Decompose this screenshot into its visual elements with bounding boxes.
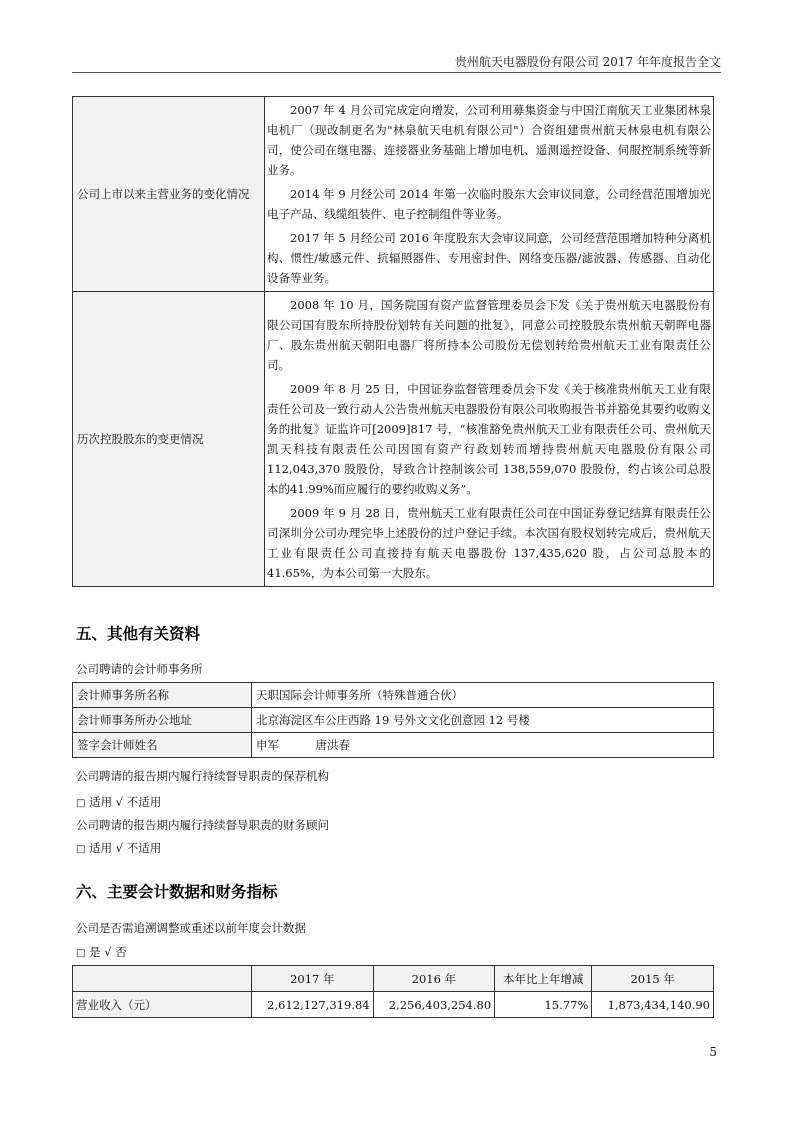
- paragraph: 2008 年 10 月，国务院国有资产监督管理委员会下发《关于贵州航天电器股份有限公司国有股东所持股份划转有关问题的批复》，同意公司控股股东贵州航天朝晖电器厂、股东贵州航天朝阳电器厂将所持本公司股份无偿划转给贵州航天工业有限责任公司。: [267, 298, 711, 372]
- financial-table: [72, 965, 714, 1018]
- accountant-value: 北京海淀区车公庄西路 19 号外文文化创意园 12 号楼: [252, 708, 714, 733]
- option-not-applicable: 不适用: [126, 795, 162, 809]
- company-history-table: [72, 96, 714, 587]
- accountant-value: 天职国际会计师事务所（特殊普通合伙）: [252, 683, 714, 708]
- row-content-controlling-shareholder: [265, 292, 714, 587]
- accountant-value: 申军 唐洪春: [252, 733, 714, 758]
- restate-label: 公司是否需追溯调整或重述以前年度会计数据: [76, 921, 306, 935]
- sponsor-label: 公司聘请的报告期内履行持续督导职责的保荐机构: [76, 769, 329, 783]
- option-applicable: 适用: [89, 841, 113, 855]
- checkbox-unchecked-icon: □: [76, 844, 86, 855]
- table-row: [73, 992, 714, 1018]
- page-number: 5: [709, 1045, 717, 1059]
- section-title-financial: 六、主要会计数据和财务指标: [76, 883, 278, 901]
- accountant-intro: 公司聘请的会计师事务所: [76, 662, 203, 676]
- checkmark-icon: √: [104, 945, 112, 959]
- header-cell: [73, 966, 252, 992]
- table-row: [73, 97, 714, 292]
- header-cell: 2015 年: [592, 966, 714, 992]
- advisor-label: 公司聘请的报告期内履行持续督导职责的财务顾问: [76, 818, 329, 832]
- paragraph: 2009 年 9 月 28 日，贵州航天工业有限责任公司在中国证券登记结算有限责任公司深圳分公司办理完毕上述股份的过户登记手续。本次国有股权划转完成后，贵州航天工业有限责任公司直接持有航天电器股份 137,435,620 股，占公司总股本的 41.65%，为本公司第一大股东。: [267, 506, 711, 580]
- option-no: 否: [115, 945, 127, 959]
- option-not-applicable: 不适用: [126, 841, 162, 855]
- paragraph: 2009 年 8 月 25 日，中国证券监督管理委员会下发《关于核准贵州航天工业有限责任公司及一致行动人公告贵州航天电器股份有限公司收购报告书并豁免其要约收购义务的批复》证监许可[2009]817 号，“核准豁免贵州航天工业有限责任公司、贵州航天凯天科技有限责任公司因国有资产行政划转而增持贵州航天电器股份有限公司112,043,370 股股份，导致合计控制该公司 138,559,070 股股份，约占该公司总股本的41.99%而应履行的要约收购义务”。: [267, 382, 711, 496]
- table-row: [73, 733, 714, 758]
- row-label: 营业收入（元）: [73, 992, 252, 1018]
- advisor-options: [76, 840, 161, 856]
- section-title-other-info: 五、其他有关资料: [76, 625, 201, 643]
- option-applicable: 适用: [89, 795, 113, 809]
- page-header-title: 贵州航天电器股份有限公司 2017 年年度报告全文: [454, 55, 721, 69]
- value-cell: 2,256,403,254.80: [373, 992, 495, 1018]
- accountant-table: [72, 682, 714, 758]
- value-cell: 15.77%: [495, 992, 592, 1018]
- header-cell: 本年比上年增减: [495, 966, 592, 992]
- row-label-business-change: 公司上市以来主营业务的变化情况: [73, 97, 265, 292]
- restate-options: [76, 944, 127, 960]
- sponsor-options: [76, 794, 161, 810]
- row-label-controlling-shareholder: 历次控股股东的变更情况: [73, 292, 265, 587]
- table-row: [73, 683, 714, 708]
- header-cell: 2017 年: [252, 966, 374, 992]
- table-header-row: [73, 966, 714, 992]
- value-cell: 1,873,434,140.90: [592, 992, 714, 1018]
- table-row: [73, 292, 714, 587]
- accountant-key: 会计师事务所办公地址: [73, 708, 252, 733]
- checkbox-unchecked-icon: □: [76, 948, 86, 959]
- checkbox-unchecked-icon: □: [76, 798, 86, 809]
- header-divider: [72, 72, 721, 73]
- accountant-key: 签字会计师姓名: [73, 733, 252, 758]
- paragraph: 2014 年 9 月经公司 2014 年第一次临时股东大会审议同意，公司经营范围增加光电子产品、线缆组装件、电子控制组件等业务。: [267, 187, 711, 221]
- checkmark-icon: √: [115, 795, 124, 809]
- paragraph: 2007 年 4 月公司完成定向增发，公司利用募集资金与中国江南航天工业集团林泉电机厂（现改制更名为"林泉航天电机有限公司"）合资组建贵州航天林泉电机有限公司，使公司在继电器、连接器业务基础上增加电机、遥测遥控设备、伺服控制系统等新业务。: [267, 103, 711, 177]
- table-row: [73, 708, 714, 733]
- accountant-key: 会计师事务所名称: [73, 683, 252, 708]
- checkmark-icon: √: [115, 841, 124, 855]
- paragraph: 2017 年 5 月经公司 2016 年度股东大会审议同意，公司经营范围增加特种分离机构、惯性/敏感元件、抗辐照器件、专用密封件、网络变压器/滤波器、传感器、自动化设备等业务。: [267, 231, 711, 285]
- row-content-business-change: [265, 97, 714, 292]
- option-yes: 是: [89, 945, 101, 959]
- value-cell: 2,612,127,319.84: [252, 992, 374, 1018]
- header-cell: 2016 年: [373, 966, 495, 992]
